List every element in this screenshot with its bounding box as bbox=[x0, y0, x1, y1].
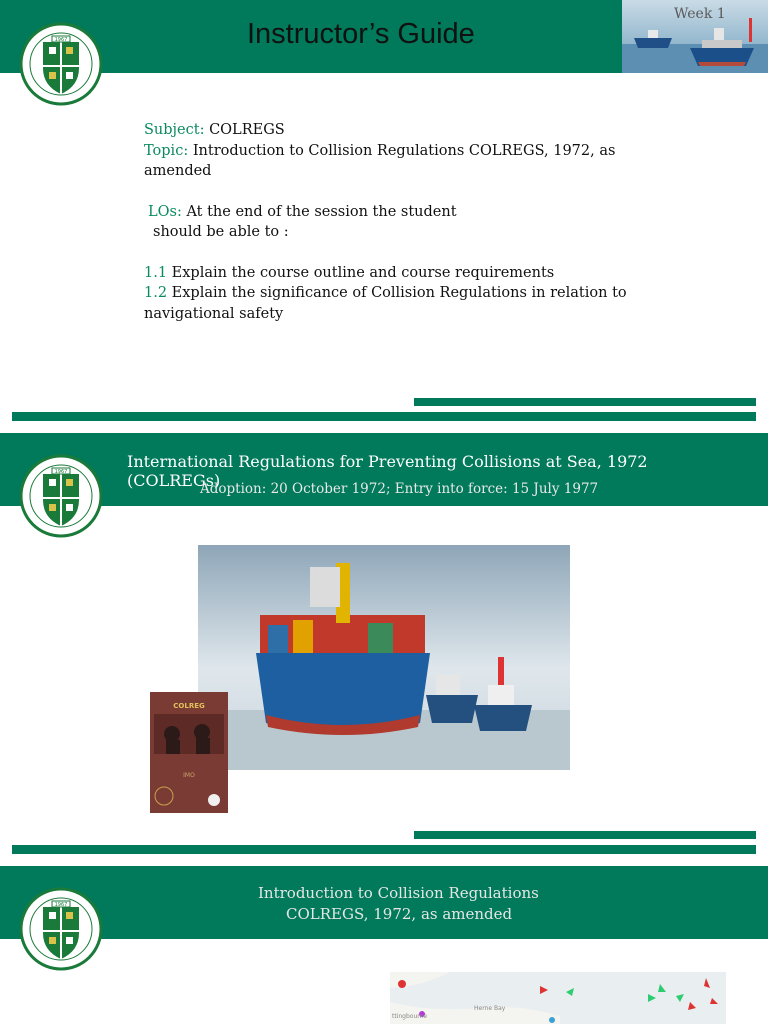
week-banner-image bbox=[622, 0, 768, 73]
los-text-continued: should be able to : bbox=[153, 224, 289, 240]
subject-line bbox=[144, 120, 627, 141]
slide3-header-band bbox=[0, 866, 768, 939]
objective-number: 1.1 bbox=[144, 264, 168, 281]
map-label-herne-bay: Herne Bay bbox=[474, 1005, 506, 1012]
slide1-title: Instructor’s Guide bbox=[247, 18, 475, 50]
subject-value: COLREGS bbox=[209, 122, 285, 138]
slide3-title-line1: Introduction to Collision Regulations bbox=[258, 884, 539, 902]
slide2-title: International Regulations for Preventing Collisions at Sea, 1972 (COLREGs) bbox=[127, 452, 648, 490]
marine-traffic-map bbox=[390, 972, 726, 1024]
map-label-sittingbourne: ttingbourne bbox=[392, 1013, 428, 1020]
objective-1 bbox=[144, 263, 627, 284]
cargo-ship-photo bbox=[198, 545, 570, 770]
university-logo bbox=[19, 20, 103, 108]
svg-text:1967: 1967 bbox=[54, 902, 68, 908]
objective-2 bbox=[144, 283, 627, 304]
book-title: COLREG bbox=[173, 702, 205, 710]
svg-text:1967: 1967 bbox=[54, 469, 68, 475]
slide3-title-line2: COLREGS, 1972, as amended bbox=[286, 905, 513, 923]
slide1-body bbox=[144, 120, 627, 324]
objective-text: Explain the significance of Collision Regulations in relation to bbox=[171, 285, 627, 301]
colreg-book-cover bbox=[150, 692, 228, 813]
los-line bbox=[144, 202, 627, 223]
university-logo bbox=[19, 452, 103, 540]
los-label: LOs: bbox=[148, 203, 182, 220]
topic-line bbox=[144, 141, 627, 162]
topic-value: Introduction to Collision Regulations COLREGS, 1972, as bbox=[192, 142, 616, 159]
slide1-divider-long bbox=[12, 412, 756, 421]
topic-value-continued: amended bbox=[144, 163, 212, 179]
slide2-subtitle: Adoption: 20 October 1972; Entry into force: 15 July 1977 bbox=[200, 481, 599, 497]
objective-number: 1.2 bbox=[144, 285, 168, 301]
slide1-divider-short bbox=[414, 398, 756, 406]
subject-label: Subject: bbox=[144, 122, 205, 138]
los-text: At the end of the session the student bbox=[186, 203, 457, 220]
week-label: Week 1 bbox=[674, 6, 726, 22]
topic-label: Topic: bbox=[144, 142, 189, 159]
slide2-divider-short bbox=[414, 831, 756, 839]
university-logo bbox=[19, 885, 103, 973]
svg-text:1967: 1967 bbox=[54, 37, 68, 43]
book-publisher: IMO bbox=[183, 772, 195, 779]
slide2-divider-long bbox=[12, 845, 756, 854]
objective-text: Explain the course outline and course requirements bbox=[171, 264, 555, 281]
objective-2-continued: navigational safety bbox=[144, 305, 284, 322]
